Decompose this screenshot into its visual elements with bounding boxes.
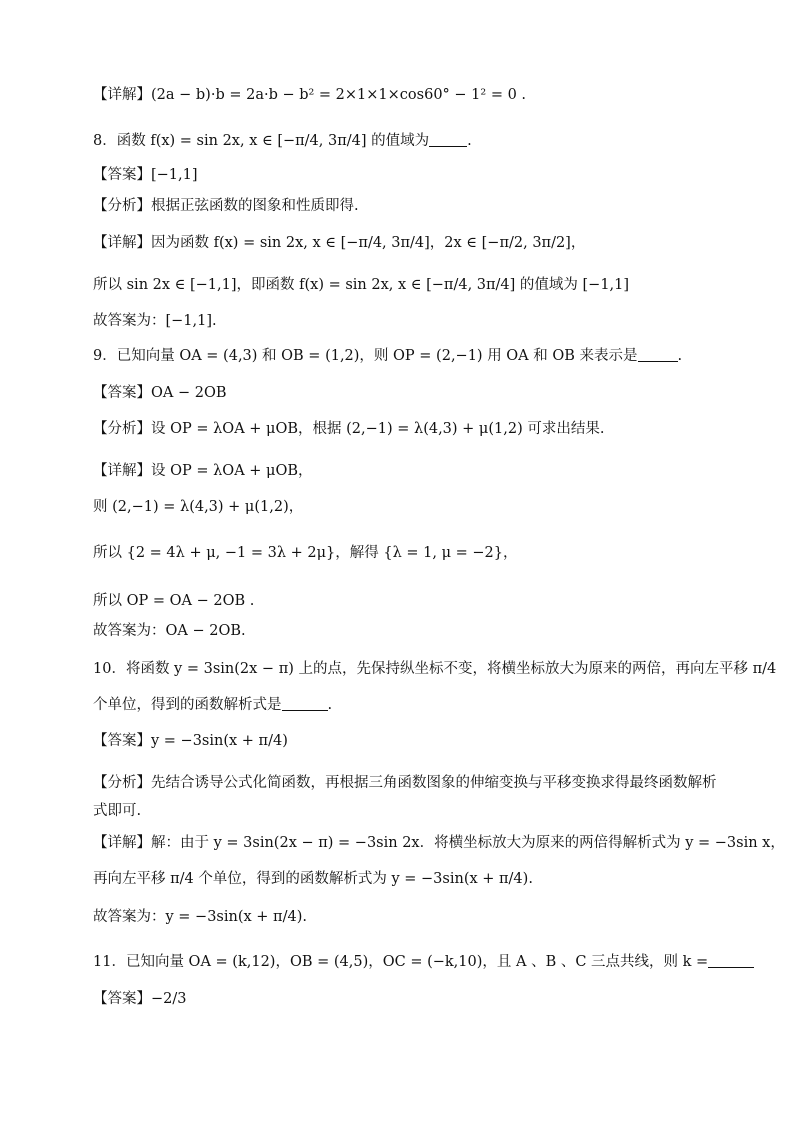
q9-detail-text-2: 则 (2,−1) = λ(4,3) + μ(1,2)， [93, 499, 304, 515]
answer-blank [638, 347, 678, 362]
q8-detail-text: 因为函数 f(x) = sin 2x, x ∈ [−π/4, 3π/4]，2x ∈ [−π/2, 3π/2]， [151, 235, 586, 251]
q11-answer-line [93, 988, 187, 1010]
q10-final-line [93, 906, 307, 928]
q7-detail-line [93, 84, 526, 106]
q10-final-text: 故答案为：y = −3sin(x + π/4). [93, 909, 307, 925]
q10-question-text-2: 个单位，得到的函数解析式是 [93, 697, 282, 713]
detail-tag: 【详解】 [93, 87, 151, 103]
q10-question [93, 658, 776, 680]
q8-analysis-text: 根据正弦函数的图象和性质即得. [151, 198, 359, 214]
q10-answer-line [93, 730, 288, 752]
q9-result-text: 所以 OP = OA − 2OB . [93, 593, 255, 609]
answer-tag: 【答案】 [93, 167, 151, 183]
q11-answer-value: −2/3 [151, 991, 187, 1007]
detail-tag: 【详解】 [93, 463, 151, 479]
q7-detail-formula: (2a − b)·b = 2a·b − b² = 2×1×1×cos60° − 1² = 0 . [151, 87, 527, 103]
q9-system-line [93, 542, 517, 564]
q8-detail-line-2 [93, 274, 629, 296]
q9-answer-line [93, 382, 227, 404]
q9-answer-value: OA − 2OB [151, 385, 227, 401]
answer-tag: 【答案】 [93, 385, 151, 401]
q10-analysis-text-2: 式即可. [93, 803, 142, 819]
q10-analysis-text: 先结合诱导公式化简函数，再根据三角函数图象的伸缩变换与平移变换求得最终函数解析 [151, 775, 717, 791]
q9-question-text: 9．已知向量 OA = (4,3) 和 OB = (1,2)，则 OP = (2,−1) 用 OA 和 OB 来表示是 [93, 348, 638, 364]
q8-analysis-line [93, 195, 359, 217]
q9-system-text: 所以 {2 = 4λ + μ, −1 = 3λ + 2μ}，解得 {λ = 1, μ = −2}， [93, 545, 518, 561]
q8-detail-text-2: 所以 sin 2x ∈ [−1,1]，即函数 f(x) = sin 2x, x ∈ [−π/4, 3π/4] 的值域为 [−1,1] [93, 277, 630, 293]
detail-tag: 【详解】 [93, 235, 151, 251]
q10-analysis-line [93, 772, 717, 794]
q10-detail-line-2 [93, 868, 533, 890]
q10-analysis-line-2 [93, 800, 141, 822]
q10-answer-value: y = −3sin(x + π/4) [151, 733, 288, 749]
q9-analysis-line [93, 418, 604, 440]
q8-final-text: 故答案为：[−1,1]. [93, 313, 217, 329]
q8-answer-line [93, 164, 198, 186]
answer-tag: 【答案】 [93, 733, 151, 749]
q10-detail-line [93, 832, 785, 854]
q11-question [93, 951, 754, 973]
answer-blank [282, 696, 328, 711]
detail-tag: 【详解】 [93, 835, 151, 851]
answer-tag: 【答案】 [93, 991, 151, 1007]
q9-final-line [93, 620, 246, 642]
analysis-tag: 【分析】 [93, 775, 151, 791]
q10-detail-text: 解：由于 y = 3sin(2x − π) = −3sin 2x．将横坐标放大为原来的两倍得解析式为 y = −3sin x， [151, 835, 785, 851]
analysis-tag: 【分析】 [93, 421, 151, 437]
q8-detail-line [93, 232, 585, 254]
q10-question-text: 10．将函数 y = 3sin(2x − π) 上的点，先保持纵坐标不变，将横坐标放大为原来的两倍，再向左平移 π/4 [93, 661, 777, 677]
q9-detail-line [93, 460, 313, 482]
q9-final-text: 故答案为：OA − 2OB. [93, 623, 246, 639]
q8-question-text: 8．函数 f(x) = sin 2x, x ∈ [−π/4, 3π/4] 的值域为 [93, 133, 430, 149]
q9-result-line [93, 590, 254, 612]
q9-question: 9．已知向量 OA = (4,3) 和 OB = (1,2)，则 OP = (2,−1) 用 OA 和 OB 来表示是 . [93, 348, 683, 364]
q9-detail-text: 设 OP = λOA + μOB， [151, 463, 313, 479]
q8-answer-value: [−1,1] [151, 167, 198, 183]
q10-detail-text-2: 再向左平移 π/4 个单位，得到的函数解析式为 y = −3sin(x + π/4). [93, 871, 533, 887]
q8-question: 8．函数 f(x) = sin 2x, x ∈ [−π/4, 3π/4] 的值域为 . [93, 133, 472, 149]
q8-final-line [93, 310, 217, 332]
answer-blank [429, 132, 467, 147]
analysis-tag: 【分析】 [93, 198, 151, 214]
q10-question-line-2: 个单位，得到的函数解析式是 . [93, 697, 333, 713]
q11-question-text: 11．已知向量 OA = (k,12)，OB = (4,5)，OC = (−k,10)，且 A 、B 、C 三点共线，则 k = [93, 954, 709, 970]
q9-detail-line-2 [93, 496, 303, 518]
q9-analysis-text: 设 OP = λOA + μOB，根据 (2,−1) = λ(4,3) + μ(1,2) 可求出结果. [151, 421, 605, 437]
answer-blank [708, 953, 754, 968]
